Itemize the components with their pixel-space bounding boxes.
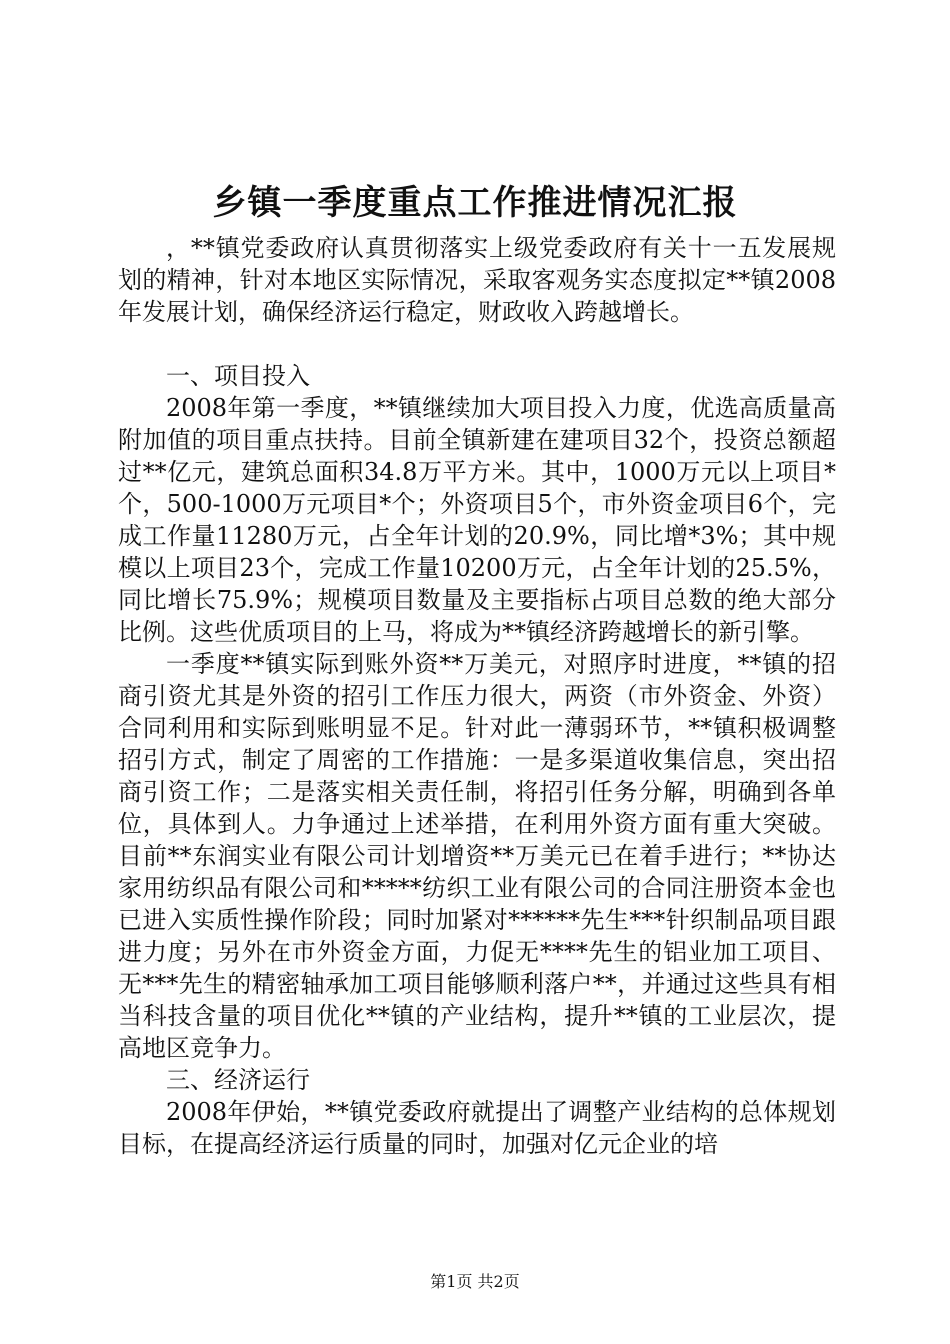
- paragraph-economic-operation: 2008年伊始，**镇党委政府就提出了调整产业结构的总体规划目标，在提高经济运行质量的同时，加强对亿元企业的培: [118, 1098, 836, 1158]
- paragraph-foreign-investment: 一季度**镇实际到账外资**万美元，对照序时进度，**镇的招商引资尤其是外资的招引工作压力很大，两资（市外资金、外资）合同利用和实际到账明显不足。针对此一薄弱环节，**镇积极调整招引方式，制定了周密的工作措施：一是多渠道收集信息，突出招商引资工作；二是落实相关责任制，将招引任务分解，明确到各单位，具体到人。力争通过上述举措，在利用外资方面有重大突破。目前**东润实业有限公司计划增资**万美元已在着手进行；**协达家用纺织品有限公司和*****纺织工业有限公司的合同注册资本金也已进入实质性操作阶段；同时加紧对******先生***针织制品项目跟进力度；另外在市外资金方面，力促无****先生的铝业加工项目、无***先生的精密轴承加工项目能够顺利落户**，并通过这些具有相当科技含量的项目优化**镇的产业结构，提升**镇的工业层次，提高地区竞争力。: [118, 650, 836, 1062]
- intro-paragraph: ，**镇党委政府认真贯彻落实上级党委政府有关十一五发展规划的精神，针对本地区实际情况，采取客观务实态度拟定**镇2008年发展计划，确保经济运行稳定，财政收入跨越增长。: [118, 234, 836, 326]
- paragraph-project-investment: 2008年第一季度，**镇继续加大项目投入力度，优选高质量高附加值的项目重点扶持。目前全镇新建在建项目32个，投资总额超过**亿元，建筑总面积34.8万平方米。其中，1000万元以上项目*个，500-1000万元项目*个；外资项目5个，市外资金项目6个，完成工作量11280万元，占全年计划的20.9%，同比增*3%；其中规模以上项目23个，完成工作量10200万元，占全年计划的25.5%，同比增长75.9%；规模项目数量及主要指标占项目总数的绝大部分比例。这些优质项目的上马，将成为**镇经济跨越增长的新引擎。: [118, 394, 836, 646]
- section-heading-project-investment: 一、项目投入: [166, 362, 310, 390]
- document-body: [118, 232, 836, 1160]
- document-title: 乡镇一季度重点工作推进情况汇报: [212, 183, 738, 223]
- section-heading-economic-operation: 三、经济运行: [166, 1066, 310, 1094]
- page-number-footer: 第1页 共2页: [430, 1272, 520, 1291]
